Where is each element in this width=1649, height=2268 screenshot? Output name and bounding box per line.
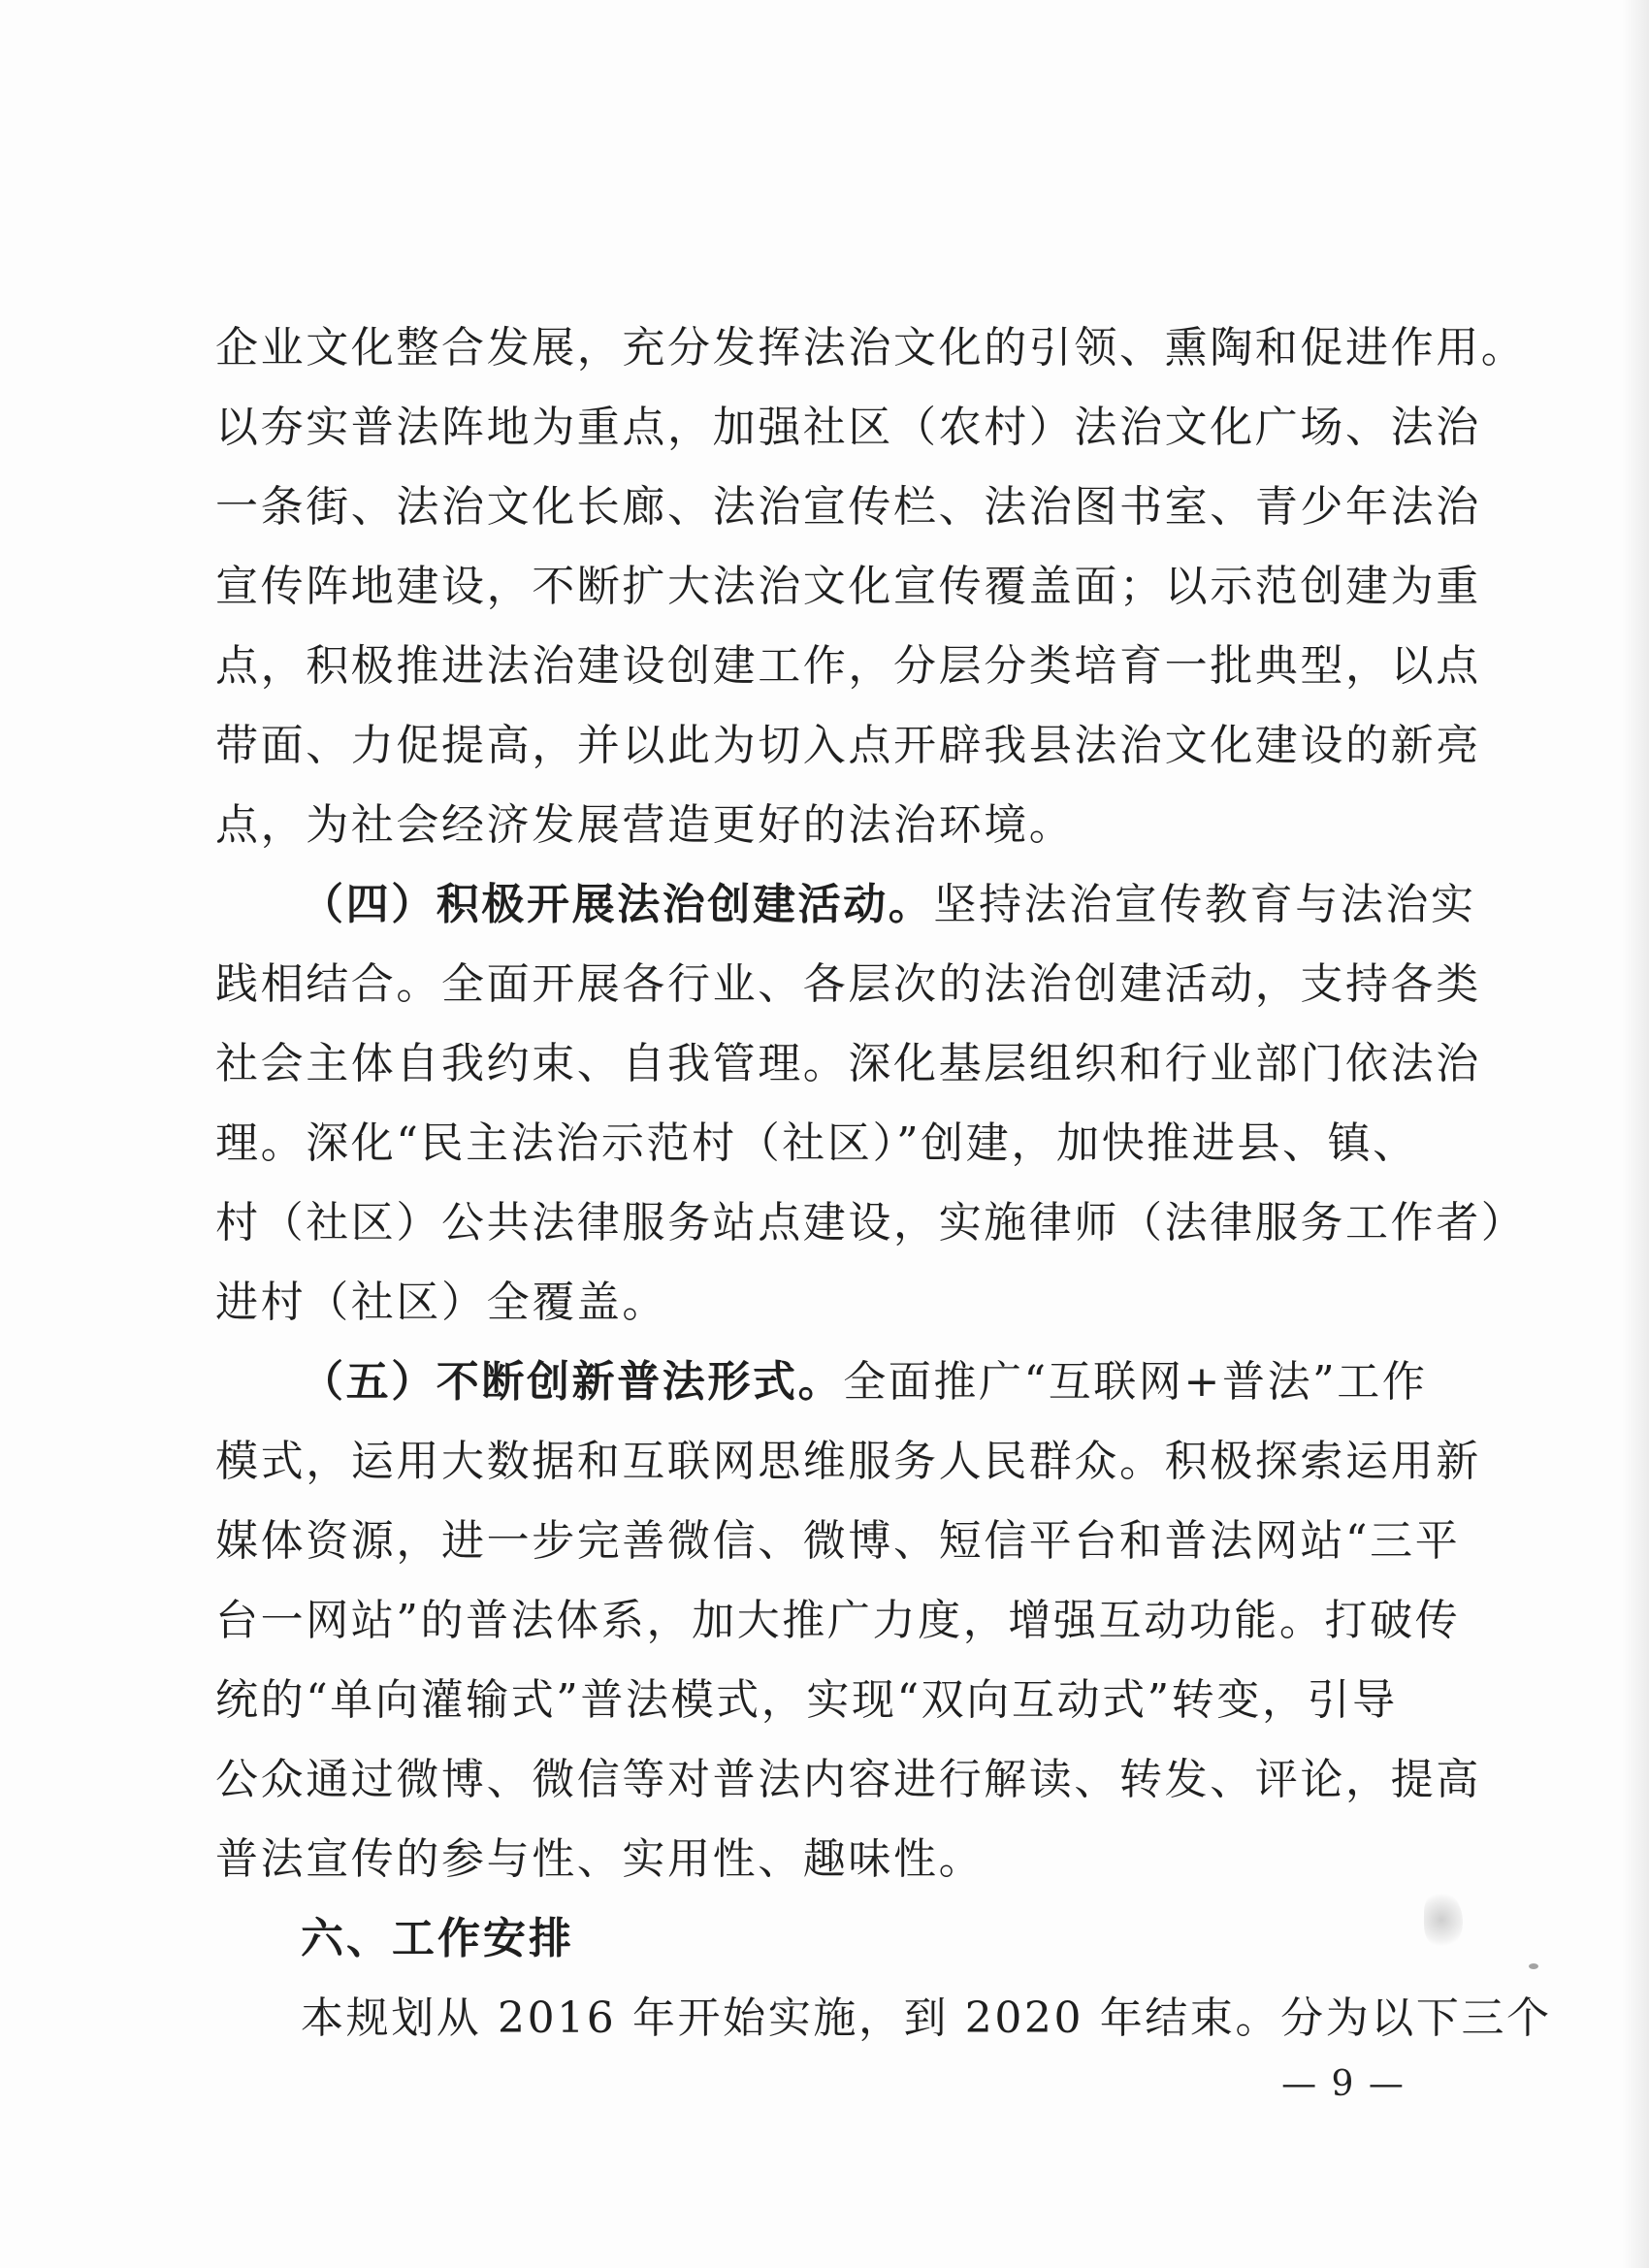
text-line: 以夯实普法阵地为重点，加强社区（农村）法治文化广场、法治 — [215, 403, 1481, 452]
text-line: 村（社区）公共法律服务站点建设，实施律师（法律服务工作者） — [215, 1198, 1527, 1247]
text-line: 普法宣传的参与性、实用性、趣味性。 — [215, 1834, 985, 1884]
text-line: 一条街、法治文化长廊、法治宣传栏、法治图书室、青少年法治 — [215, 482, 1481, 532]
text-line: 公众通过微博、微信等对普法内容进行解读、转发、评论，提高 — [215, 1755, 1481, 1804]
page-edge-shadow — [1622, 0, 1649, 2268]
paragraph-text: 全面推广“互联网+普法”工作 — [843, 1357, 1428, 1407]
text-line: 社会主体自我约束、自我管理。深化基层组织和行业部门依法治 — [215, 1039, 1481, 1088]
scan-smudge — [1424, 1892, 1463, 1948]
text-line: 践相结合。全面开展各行业、各层次的法治创建活动，支持各类 — [215, 959, 1481, 1009]
text-line: 媒体资源，进一步完善微信、微博、短信平台和普法网站“三平 — [215, 1516, 1461, 1566]
section-heading: 六、工作安排 — [301, 1914, 574, 1963]
text-line: 宣传阵地建设，不断扩大法治文化宣传覆盖面；以示范创建为重 — [215, 562, 1481, 611]
text-line: 本规划从 2016 年开始实施，到 2020 年结束。分为以下三个 — [301, 1993, 1552, 2043]
paragraph-first-line — [215, 865, 1476, 945]
text-line: 进村（社区）全覆盖。 — [215, 1278, 667, 1327]
paragraph-text: 坚持法治宣传教育与法治实 — [933, 880, 1476, 929]
text-line: 点，为社会经济发展营造更好的法治环境。 — [215, 800, 1075, 850]
text-line: 统的“单向灌输式”普法模式，实现“双向互动式”转变，引导 — [215, 1675, 1398, 1725]
text-line: 台一网站”的普法体系，加大推广力度，增强互动功能。打破传 — [215, 1596, 1461, 1645]
text-line: 企业文化整合发展，充分发挥法治文化的引领、熏陶和促进作用。 — [215, 323, 1527, 373]
text-line: 理。深化“民主法治示范村（社区）”创建，加快推进县、镇、 — [215, 1118, 1418, 1168]
paragraph-heading: （四）积极开展法治创建活动。 — [301, 880, 934, 929]
document-body — [215, 308, 1552, 2058]
text-line: 带面、力促提高，并以此为切入点开辟我县法治文化建设的新亮 — [215, 721, 1481, 770]
paragraph-first-line — [215, 1343, 1428, 1422]
paragraph-heading: （五）不断创新普法形式。 — [301, 1357, 844, 1407]
scan-speck — [1529, 1963, 1538, 1969]
text-line: 点，积极推进法治建设创建工作，分层分类培育一批典型，以点 — [215, 641, 1481, 691]
text-line: 模式，运用大数据和互联网思维服务人民群众。积极探索运用新 — [215, 1437, 1481, 1486]
page-number: — 9 — — [1281, 2064, 1406, 2104]
